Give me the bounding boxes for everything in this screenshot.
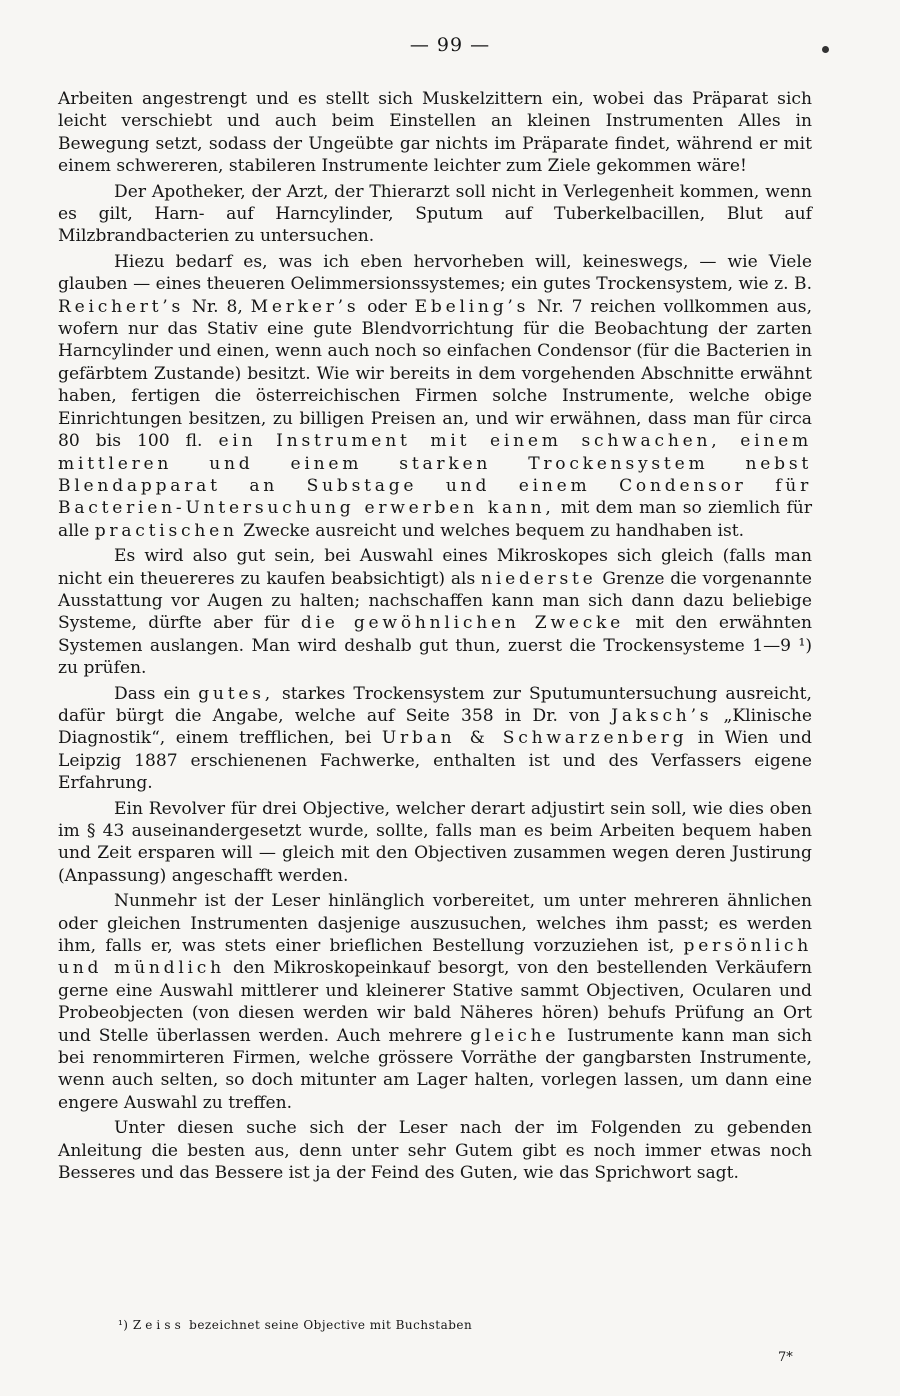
p7-text-c: Iustrumente kann man sich bei renommirteren Firmen, welche grössere Vorräthe der gangbarsten Instrumente, wenn auch selten, so doch mitunter am Lager halten, vorlegen lassen, um dann eine engere Auswahl zu treffen. xyxy=(58,1025,813,1113)
name-merker: Merker’s xyxy=(250,296,360,317)
p5-text-d: in Wien und Leipzig 1887 erschienenen Fachwerke, enthalten ist und des Verfassers eigene Erfahrung. xyxy=(58,728,812,794)
name-ebeling: Ebeling’s xyxy=(414,296,530,317)
footnote-text: bezeichnet seine Objective mit Buchstaben xyxy=(184,1318,473,1332)
paragraph-8: Unter diesen suche sich der Leser nach der im Folgenden zu gebenden Anleitung die besten aus, denn unter sehr Gutem gibt es noch immer etwas noch Besseres und das Bessere ist ja der Feind des Guten, wie das Sprichwort sagt. xyxy=(58,1118,812,1184)
paragraph-7 xyxy=(58,890,812,1114)
p5-text-c: „Klinische Diagnostik“, einem trefflichen, bei xyxy=(58,705,812,749)
paragraph-6: Ein Revolver für drei Objective, welcher derart adjustirt sein soll, wie dies oben im § 43 auseinandergesetzt wurde, sollte, falls man es beim Arbeiten bequem haben und Zeit ersparen will — gleich mit den Objectiven zusammen wegen deren Justirung (Anpassung) angeschafft werden. xyxy=(58,798,812,886)
footnote-name: Zeiss xyxy=(132,1318,185,1332)
paragraph-2: Der Apotheker, der Arzt, der Thierarzt soll nicht in Verlegenheit kommen, wenn es gilt, Harn- auf Harncylinder, Sputum auf Tuberkelbacillen, Blut auf Milzbrandbacterien zu untersuchen. xyxy=(58,181,812,247)
emphasis-gewoehnlichen: die gewöhnlichen Zwecke xyxy=(300,613,625,634)
p4-text-b: Grenze die vorgenannte Ausstattung vor Augen zu halten; nachschaffen kann man sich dann dazu beliebige Systeme, dürfte aber für xyxy=(58,568,813,634)
p5-text-b: starkes Trockensystem zur Sputumuntersuchung ausreicht, dafür bürgt die Angabe, welche auf Seite 358 in Dr. von xyxy=(58,683,812,726)
p3-text-c: oder xyxy=(359,296,415,317)
paragraph-4 xyxy=(58,545,812,679)
emphasis-practischen: practischen xyxy=(94,520,238,541)
emphasis-gutes: gutes, xyxy=(198,683,274,704)
name-jaksch: Jaksch’s xyxy=(611,705,713,726)
p7-text-b: den Mikroskopeinkauf besorgt, von den bestellenden Verkäufern gerne eine Auswahl mittlerer und kleinerer Stative sammt Objectiven, Ocularen und Probeobjecten (von diesen werden wir bald Näheres hören) behufs Prüfung an Ort und Stelle überlassen werden. Auch mehrere xyxy=(58,958,812,1046)
paragraph-1: Arbeiten angestrengt und es stellt sich Muskelzittern ein, wobei das Präparat sich leicht verschiebt und auch beim Einstellen an kleinen Instrumenten Alles in Bewegung setzt, sodass der Ungeübte gar nichts im Präparate findet, während er mit einem schwereren, stabileren Instrumente leichter zum Ziele gekommen wäre! xyxy=(58,89,812,177)
p5-text-a: Dass ein xyxy=(114,683,199,704)
p3-text-b: Nr. 8, xyxy=(184,296,251,317)
emphasis-persoenlich: persönlich und mündlich xyxy=(58,936,812,979)
p7-text-a: Nunmehr ist der Leser hinlänglich vorbereitet, um unter mehreren ähnlichen oder gleichen Instrumenten dasjenige auszusuchen, welches ihm passt; es werden ihm, falls er, was stets einer brieflichen Bestellung vorzuziehen ist, xyxy=(58,891,812,957)
p3-text-f: Zwecke ausreicht und welches bequem zu handhaben ist. xyxy=(237,520,745,541)
emphasis-niederste: niederste xyxy=(481,568,597,589)
signature-mark: 7* xyxy=(778,1350,793,1365)
p4-text-c: mit den erwähnten Systemen auslangen. Man wird deshalb gut thun, zuerst die Trockensysteme 1—9 ¹) zu prüfen. xyxy=(58,613,813,679)
footnote xyxy=(118,1318,472,1332)
paragraph-3 xyxy=(58,251,812,542)
ink-dot xyxy=(822,46,829,53)
name-reichert: Reichert’s xyxy=(58,296,185,317)
p4-text-a: Es wird also gut sein, bei Auswahl eines Mikroskopes sich gleich (falls man nicht ein theuereres zu kaufen beabsichtigt) als xyxy=(58,546,812,589)
footnote-marker: ¹) xyxy=(118,1318,129,1332)
p3-text-a: Hiezu bedarf es, was ich eben hervorheben will, keineswegs, — wie Viele glauben — eines theueren Oelimmersionssystemes; ein gutes Trockensystem, wie z. B. xyxy=(58,251,812,295)
emphasis-gleiche: gleiche xyxy=(470,1025,560,1046)
p3-text-d: Nr. 7 reichen vollkommen aus, wofern nur das Stativ eine gute Blendvorrichtung für die Beobachtung der zarten Harncylinder und einen, wenn auch noch so einfachen Condensor (für die Bacterien in gefärbtem Zustande) besitzt. Wie wir bereits in dem vorgehenden Abschnitte erwähnt haben, fertigen die österreichischen Firmen solche Instrumente, welche obige Einrichtungen besitzen, zu billigen Preisen an, und wir erwähnen, dass man für circa 80 bis 100 fl. xyxy=(58,296,813,452)
p3-text-e: mit dem man so ziemlich für alle xyxy=(58,498,812,541)
body-text xyxy=(58,88,812,1188)
page-number: — 99 — xyxy=(409,34,491,56)
name-urban-schwarzenberg: Urban & Schwarzenberg xyxy=(381,728,688,749)
paragraph-5 xyxy=(58,683,812,795)
emphasis-instrument: ein Instrument mit einem schwachen, einem mittleren und einem starken Trockensystem nebst Blendapparat an Substage und einem Condensor für Bacterien-Untersuchung erwerben kann, xyxy=(58,431,812,519)
